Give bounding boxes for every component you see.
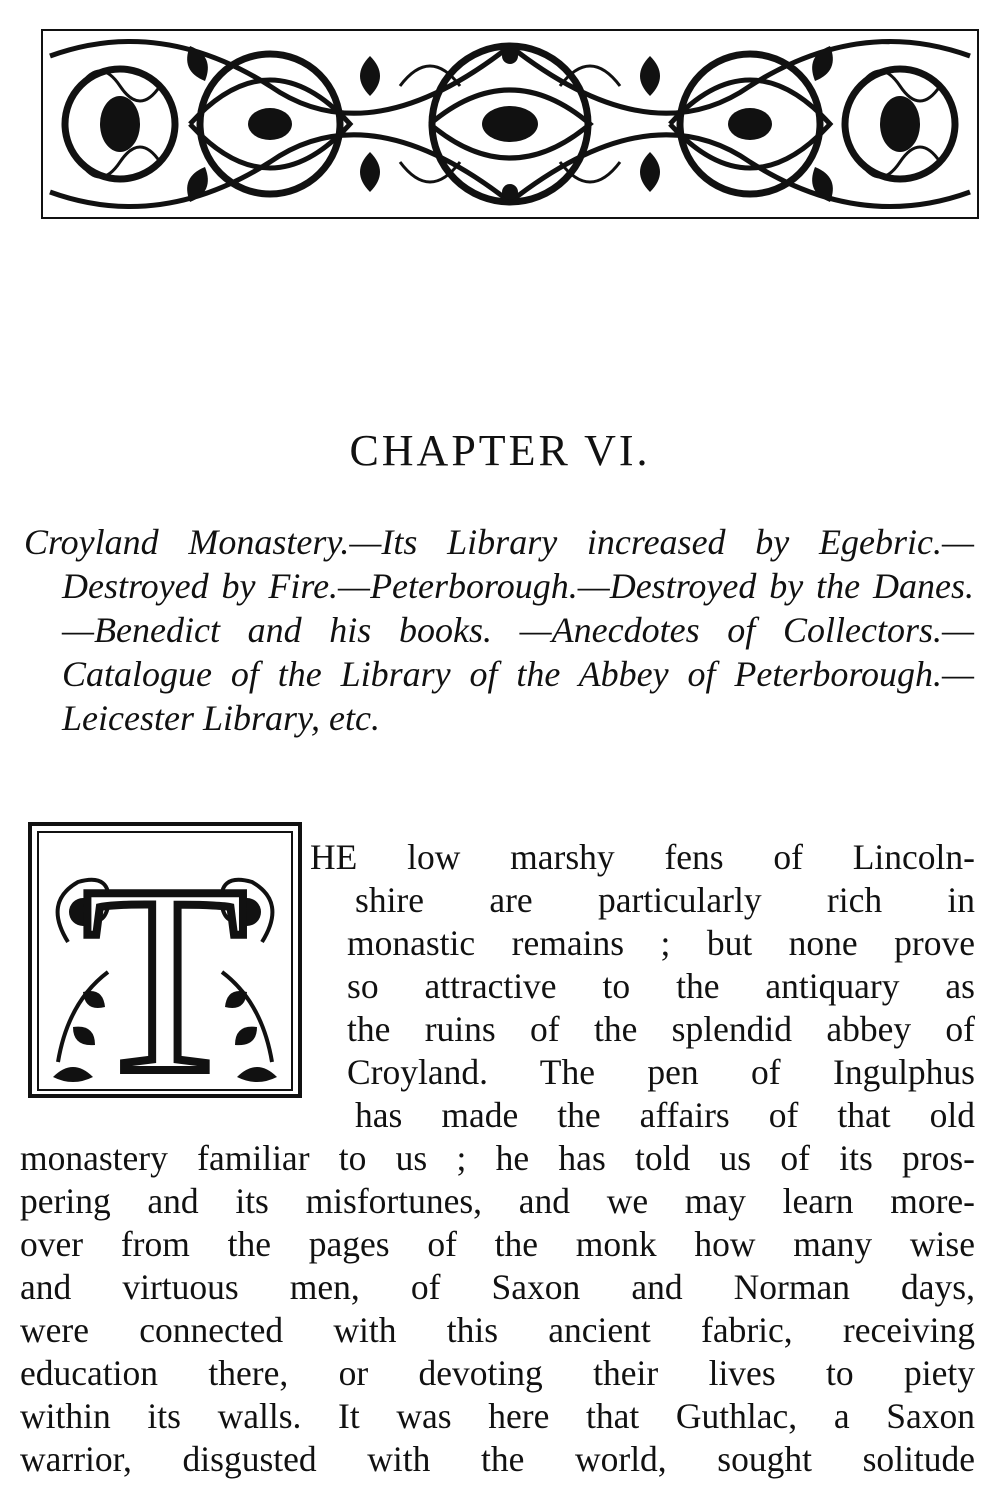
text-line: over from the pages of the monk how many wise xyxy=(20,1224,975,1264)
text-line: HE low marshy fens of Lincoln- xyxy=(310,837,975,877)
chapter-title: CHAPTER VI. xyxy=(349,426,651,475)
ornamental-scrollwork-headpiece-icon xyxy=(40,26,980,222)
body-paragraph-full-width xyxy=(20,1137,975,1481)
text-line: so attractive to the antiquary as xyxy=(347,966,975,1006)
text-line: warrior, disgusted with the world, sought solitude xyxy=(20,1439,975,1479)
ornamental-initial-t-icon xyxy=(28,822,302,1098)
text-line: monastery familiar to us ; he has told us of its pros- xyxy=(20,1138,975,1178)
text-line: education there, or devoting their lives to piety xyxy=(20,1353,975,1393)
text-line: shire are particularly rich in xyxy=(355,880,975,920)
chapter-summary: Croyland Monastery.—Its Library increased by Egebric.—Destroyed by Fire.—Peterborough.—Destroyed by the Danes.—Benedict and his books. —Anecdotes of Collectors.—Catalogue of the Library of the Abbey of Peterborough.—Leicester Library, etc. xyxy=(24,522,974,738)
text-line: within its walls. It was here that Guthlac, a Saxon xyxy=(20,1396,975,1436)
text-line: monastic remains ; but none prove xyxy=(347,923,975,963)
text-line: and virtuous men, of Saxon and Norman days, xyxy=(20,1267,975,1307)
body-paragraph-beside-initial xyxy=(310,836,975,1137)
text-line: Croyland. The pen of Ingulphus xyxy=(347,1052,975,1092)
dropcap-letter: T xyxy=(82,830,248,1098)
text-line: has made the affairs of that old xyxy=(355,1095,975,1135)
text-line: pering and its misfortunes, and we may learn more- xyxy=(20,1181,975,1221)
text-line: were connected with this ancient fabric, receiving xyxy=(20,1310,975,1350)
text-line: the ruins of the splendid abbey of xyxy=(347,1009,975,1049)
